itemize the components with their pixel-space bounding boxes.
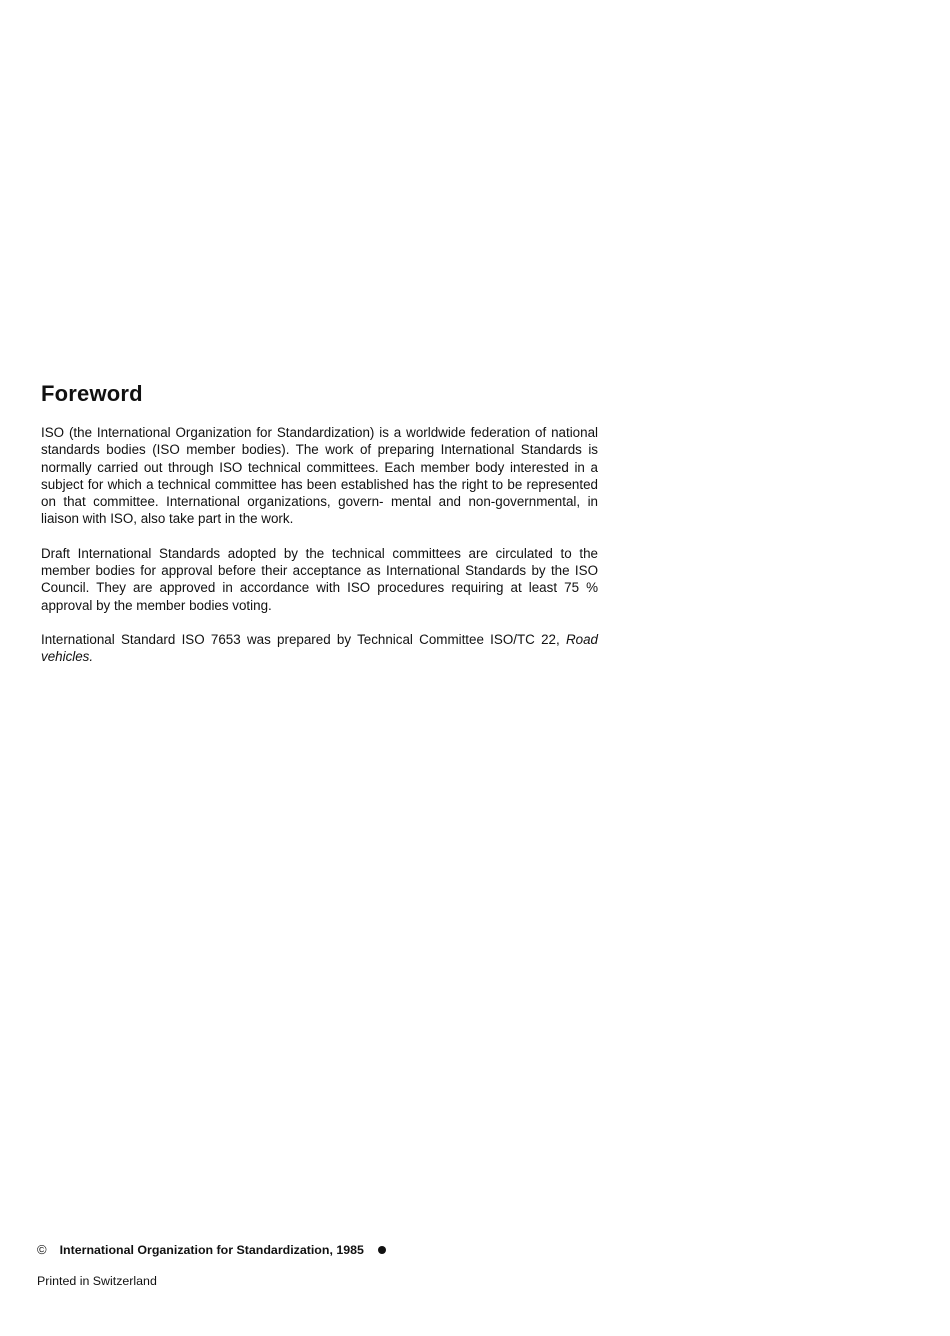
copyright-line xyxy=(37,1242,386,1257)
foreword-paragraph-3-text: International Standard ISO 7653 was prepared by Technical Committee ISO/TC 22, xyxy=(41,631,560,647)
printed-in-text: Printed in Switzerland xyxy=(37,1274,157,1288)
foreword-heading: Foreword xyxy=(41,381,143,406)
bullet-dot-icon xyxy=(378,1246,386,1254)
committee-title: Road vehicles. xyxy=(41,631,598,665)
foreword-paragraph-1: ISO (the International Organization for Standardization) is a worldwide federation of national standards bodies (ISO member bodies). The work of preparing International Standards is normally carried out through ISO technical committees. Each member body interested in a subject for which a technical committee has been established has the right to be represented on that committee. International organizations, govern- mental and non-governmental, in liaison with ISO, also take part in the work. xyxy=(41,425,598,527)
copyright-text: International Organization for Standardization, 1985 xyxy=(59,1242,364,1257)
foreword-paragraph-3 xyxy=(41,631,598,666)
foreword-section xyxy=(41,381,598,683)
foreword-paragraph-2: Draft International Standards adopted by the technical committees are circulated to the member bodies for approval before their acceptance as International Standards by the ISO Council. They are approved in accordance with ISO procedures requiring at least 75 % approval by the member bodies voting. xyxy=(41,545,598,613)
copyright-icon: © xyxy=(37,1242,47,1257)
